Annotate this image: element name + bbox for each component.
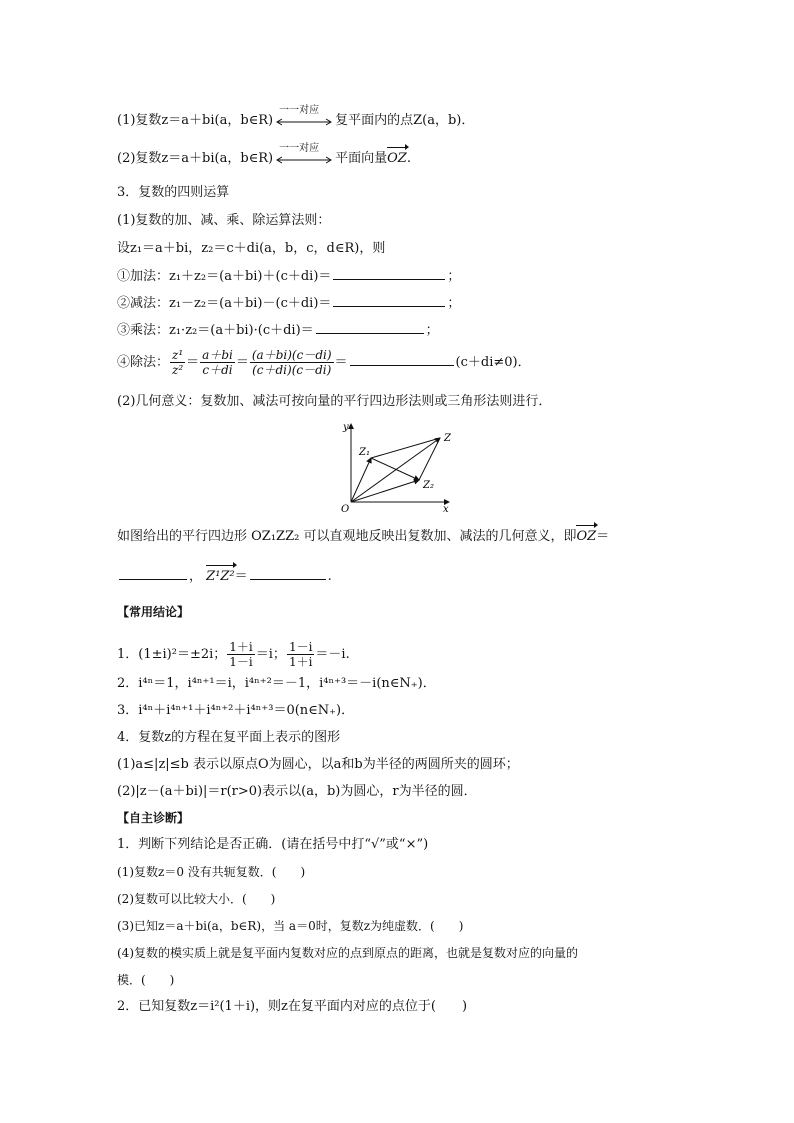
z2-label: Z₂: [423, 480, 434, 491]
question-1-item-4-cont: 模．( ): [117, 973, 175, 987]
section-3-title: 3．复数的四则运算: [117, 185, 230, 200]
vector-oz2: [351, 480, 419, 502]
question-1: 1．判断下列结论是否正确．(请在括号中打“√”或“×”): [117, 837, 429, 852]
section-3-subtitle-1: (1)复数的加、减、乘、除运算法则：: [117, 213, 331, 228]
fraction: $\frac{1+i}{1-i}$: [229, 640, 253, 669]
double-arrow-icon: 一一对应: [275, 152, 333, 166]
vector-oz: OZ: [576, 529, 597, 544]
self-diagnosis-heading: 【自主诊断】: [117, 811, 190, 825]
figure-description: 如图给出的平行四边形 OZ₁ZZ₂ 可以直观地反映出复数加、减法的几何意义，即OZ＝: [117, 529, 610, 544]
x-label: x: [443, 504, 449, 514]
vector-oz: OZ: [387, 151, 407, 166]
vector-z1z2: Z¹Z²: [206, 569, 235, 584]
fraction: $\frac{(a+bi)(c-di)}{(c+di)(c-di)}$: [251, 348, 332, 377]
question-1-item-2: (2)复数可以比较大小．( ): [117, 892, 276, 906]
op-division: ④除法： $\frac{\text{z¹}}{\text{z²}}$ ＝ $\frac{a+bi}{c+di}$ ＝ $\frac{(a+bi)(c-di)}{(c+di)(c-di)}$ ＝ (c＋di≠0)．: [117, 348, 531, 377]
answer-blank: [119, 567, 187, 580]
z-label: Z: [444, 433, 451, 444]
answer-blank: [350, 353, 454, 366]
fraction: $\frac{\text{z¹}}{\text{z²}}$: [172, 348, 184, 377]
parallelogram-figure: [335, 418, 455, 514]
conclusion-4-2: (2)|z－(a＋bi)|＝r(r>0)表示以(a，b)为圆心，r为半径的圆．: [117, 784, 477, 799]
question-1-item-3: (3)已知z＝a＋bi(a，b∈R)，当 a＝0时，复数z为纯虚数．( ): [117, 919, 464, 933]
answer-blank: [316, 321, 424, 334]
op-addition: ①加法：z₁＋z₂＝(a＋bi)＋(c＋di)＝ ；: [117, 269, 461, 284]
edge-z1z: [371, 438, 440, 458]
answer-blank: [333, 267, 445, 280]
question-1-item-1: (1)复数z＝0 没有共轭复数．( ): [117, 865, 306, 879]
origin-label: O: [341, 504, 350, 514]
question-1-item-4: (4)复数的模实质上就是复平面内复数对应的点到原点的距离，也就是复数对应的向量的: [117, 946, 579, 960]
op-subtraction: ②减法：z₁－z₂＝(a＋bi)－(c＋di)＝ ；: [117, 296, 461, 311]
conclusion-4-1: (1)a≤|z|≤b 表示以原点O为圆心，以a和b为半径的两圆所夹的圆环；: [117, 757, 519, 772]
z1-label: Z₁: [359, 447, 370, 458]
conclusion-3: 3．i⁴ⁿ＋i⁴ⁿ⁺¹＋i⁴ⁿ⁺²＋i⁴ⁿ⁺³＝0(n∈N₊)．: [117, 703, 355, 718]
edge-zz2: [419, 438, 440, 480]
common-conclusions-heading: 【常用结论】: [117, 605, 190, 619]
question-2: 2．已知复数z＝i²(1＋i)，则z在复平面内对应的点位于( ): [117, 999, 468, 1014]
conclusion-4: 4．复数z的方程在复平面上表示的图形: [117, 730, 341, 745]
line-geo-point: (1)复数z＝a＋bi(a，b∈R) 一一对应 复平面内的点Z(a，b)．: [117, 104, 475, 128]
conclusion-2: 2．i⁴ⁿ＝1，i⁴ⁿ⁺¹＝i，i⁴ⁿ⁺²＝－1，i⁴ⁿ⁺³＝－i(n∈N₊)．: [117, 676, 436, 691]
vector-z1z2: [371, 458, 419, 480]
answer-blank: [333, 294, 445, 307]
op-multiplication: ③乘法：z₁·z₂＝(a＋bi)·(c＋di)＝ ；: [117, 323, 439, 338]
section-3-subtitle-2: (2)几何意义：复数加、减法可按向量的平行四边形法则或三角形法则进行．: [117, 394, 552, 409]
section-3-setup: 设z₁＝a＋bi，z₂＝c＋di(a，b，c，d∈R)，则: [117, 241, 386, 256]
conclusion-1: 1．(1±i)²＝±2i； $\frac{1+i}{1-i}$ ＝i； $\frac{1-i}{1+i}$ ＝－i.: [117, 640, 350, 669]
fraction: $\frac{a+bi}{c+di}$: [202, 348, 233, 377]
fraction: $\frac{1-i}{1+i}$: [288, 640, 313, 669]
double-arrow-icon: 一一对应: [275, 114, 333, 128]
line-geo-vector: (2)复数z＝a＋bi(a，b∈R) 一一对应 平面向量OZ.: [117, 142, 411, 166]
figure-description-2: ， Z¹Z²＝ .: [117, 567, 332, 586]
answer-blank: [250, 567, 326, 580]
y-label: y: [343, 422, 349, 433]
